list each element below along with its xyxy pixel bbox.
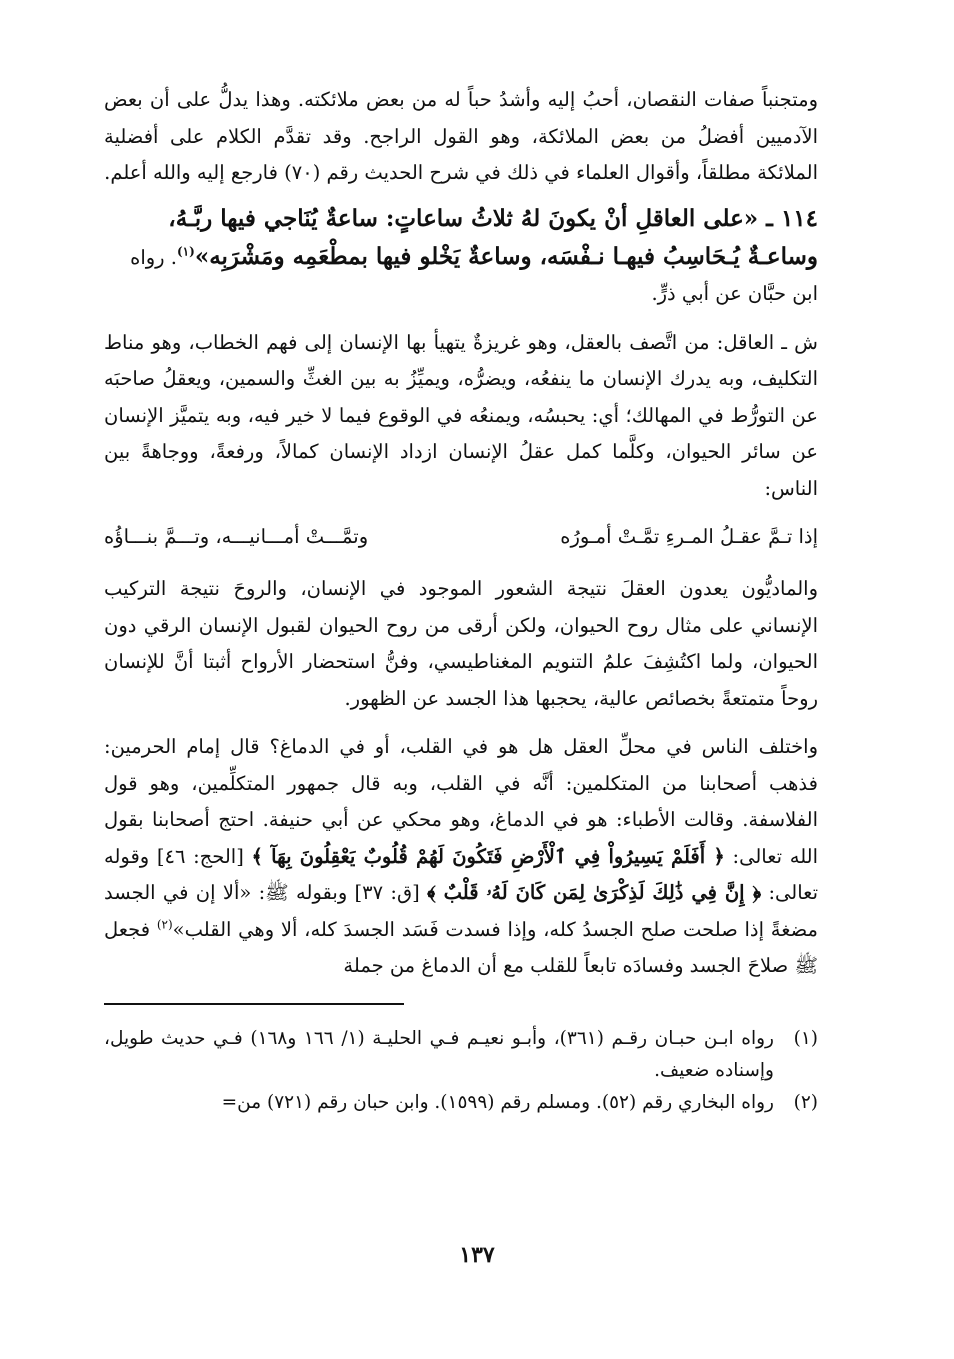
hadith-source: . رواه bbox=[130, 245, 177, 269]
footnote-1 bbox=[104, 1023, 818, 1087]
footnote-1-text: رواه ابـن حبـان رقـم (٣٦١)، وأبـو نعيـم فـي الحليـة (١/ ١٦٦ و١٦٨) فـي حديث طويل، وإسناده ضعيف. bbox=[104, 1027, 774, 1081]
footnote-1-number: (١) bbox=[793, 1027, 818, 1049]
footnote-2-text: رواه البخاري رقم (٥٢). ومسلم رقم (١٥٩٩). وابن حبان رقم (٧٢١) من= bbox=[221, 1091, 774, 1113]
commentary-paragraph-2: والماديُّون يعدون العقلَ نتيجة الشعور الموجود في الإنسان، والروحَ نتيجة التركيب الإنساني على مثال روح الحيوان، ولكن أرقى من روح الحيوان لقبول الإنسان الرقي دون الحيوان، ولما اكتُشِفَ علمُ التنويم المغناطيسي، وفنُّ استحضار الأرواح أثبتا أنَّ للإنسان روحاً متمتعةً بخصائص عالية، يحجبها هذا الجسد عن الظهور. bbox=[104, 577, 818, 710]
footnote-2 bbox=[104, 1087, 818, 1119]
hadith-source-line: ابن حبَّان عن أبي ذرٍّ. bbox=[651, 281, 818, 305]
footnote-ref-1[interactable]: (١) bbox=[176, 243, 195, 258]
intro-paragraph: ومتجنباً صفات النقصان، أحبُ إليه وأشدُ حباً له من بعض ملائكته. وهذا يدلُّ على أن بعض الآدميين أفضلُ من بعض الملائكة، وهو القول الراجح. وقد تقدَّم الكلام على أفضلية الملائكة مطلقاً، وأقوال العلماء في ذلك في شرح الحديث رقم (٧٠) فارجع إليه والله أعلم. bbox=[104, 88, 818, 184]
poem-hemistich-second: وتمَّـــتْ أمـــانيـــه، وتـــمَّ بنـــاؤُه bbox=[104, 525, 369, 548]
page-number: ١٣٧ bbox=[459, 1242, 495, 1268]
poem-hemistich-first: إذا تـمَّ عقـلُ المـرءِ تمَّـتْ أمـورُه bbox=[560, 525, 818, 548]
commentary-paragraph-1: ش ـ العاقل: من اتَّصف بالعقل، وهو غريزةٌ يتهيأ بها الإنسان إلى فهم الخطاب، وهو مناط التكليف، وبه يدرك الإنسان ما ينفعُه، ويضرُّه، ويميِّزُ به بين الغثِّ والسمين، ويعقلُ صاحبَه عن التورُّط في المهالك؛ أي: يحبسُه، ويمنعُه في الوقوع فيما لا خير فيه، وبه يتميَّز الإنسان عن سائر الحيوان، وكلَّما كمل عقلُ الإنسان ازداد الإنسان كمالاً، ورفعةً، ووجاهةً بين الناس: bbox=[104, 330, 818, 500]
footnote-2-number: (٢) bbox=[793, 1091, 818, 1113]
poem-verse bbox=[104, 519, 818, 555]
hadith-body: ١١٤ ـ «على العاقلِ أنْ يكونَ لهُ ثلاثُ ساعاتٍ: ساعةٌ يُنَاجي فيها ربَّـهُ، وساعـةٌ يُـحَاسِبُ فيهـا نـفْسَه، وساعةٌ يَخْلو فيها بمطْعَمِه ومَشْرَبِه» bbox=[168, 204, 818, 270]
quran-verse-qaf: ﴿ إِنَّ فِي ذَٰلِكَ لَذِكْرَىٰ لِمَن كَانَ لَهُۥ قَلْبٌ ﴾ bbox=[427, 881, 762, 904]
footnote-divider bbox=[104, 1003, 404, 1005]
footnote-ref-2[interactable]: (٢) bbox=[156, 917, 173, 931]
hadith-text bbox=[104, 200, 818, 277]
commentary-paragraph-3: واختلف الناس في محلِّ العقل هل هو في القلب، أو في الدماغ؟ قال إمام الحرمين: فذهب أصحابنا من المتكلمين: أنَّه في القلب، وبه قال جمهور المتكلِّمين، وهو قول الفلاسفة. وقالت الأطباء: هو في الدماغ، وهو محكي عن أبي حنيفة. احتج أصحابنا بقول الله تعالى: ﴿ أَفَلَمْ يَسِيرُواْ فِي ٱلْأَرْضِ فَتَكُونَ لَهُمْ قُلُوبٌ يَعْقِلُونَ بِهَآ ﴾ [الحج: ٤٦] وقوله تعالى: ﴿ إِنَّ فِي ذَٰلِكَ لَذِكْرَىٰ لِمَن كَانَ لَهُۥ قَلْبٌ ﴾ [ق: ٣٧] وبقوله ﷺ: «ألا إن في الجسد مضغةً إذا صلحت صلح الجسدُ كله، وإذا فسدت فَسَد الجسدَ كله، ألا وهي القلب»$^{(٢)}$ فجعل ﷺ صلاحَ الجسد وفسادَه تابعاً للقلب مع أن الدماغ من جملة bbox=[104, 735, 819, 977]
quran-verse-hajj: ﴿ أَفَلَمْ يَسِيرُواْ فِي ٱلْأَرْضِ فَتَكُونَ لَهُمْ قُلُوبٌ يَعْقِلُونَ بِهَآ ﴾ bbox=[251, 844, 725, 868]
